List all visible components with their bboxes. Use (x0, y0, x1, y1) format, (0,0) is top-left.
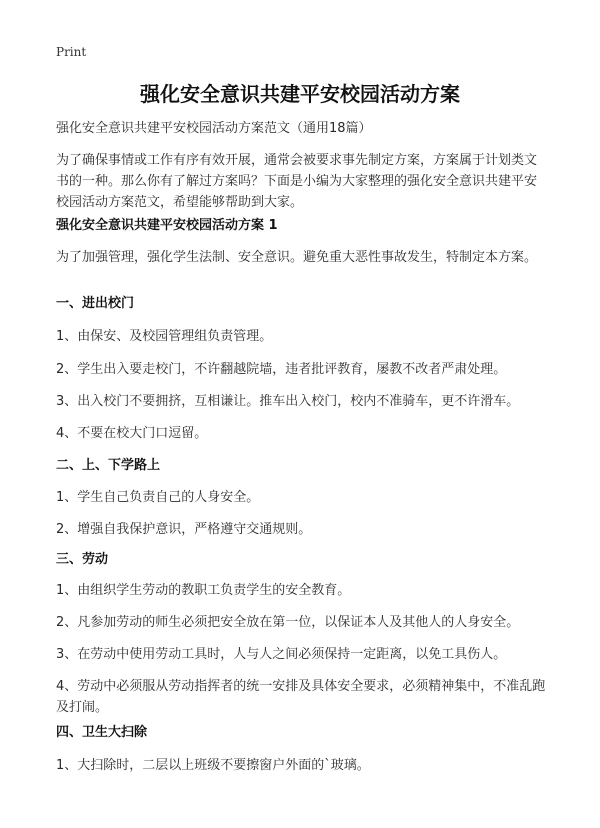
plan1-heading: 强化安全意识共建平安校园活动方案 1 (56, 218, 278, 233)
section-heading-labor: 三、劳动 (56, 552, 109, 567)
list-item: 1、大扫除时，二层以上班级不要擦窗户外面的`玻璃。 (56, 758, 370, 773)
list-item: 2、凡参加劳动的师生必须把安全放在第一位，以保证本人及其他人的人身安全。 (56, 615, 520, 630)
section-heading-cleaning: 四、卫生大扫除 (56, 725, 148, 740)
list-item: 3、出入校门不要拥挤，互相谦让。推车出入校门，校内不准骑车，更不许滑车。 (56, 394, 520, 409)
section-heading-entry: 一、进出校门 (56, 296, 135, 311)
list-item: 4、劳动中必须服从劳动指挥者的统一安排及具体安全要求，必须精神集中，不准乱跑及打闹。 (56, 679, 546, 715)
section-heading-commute: 二、上、下学路上 (56, 458, 161, 473)
plan1-intro: 为了加强管理，强化学生法制、安全意识。避免重大恶性事故发生，特制定本方案。 (56, 250, 538, 265)
page-title: 强化安全意识共建平安校园活动方案 (140, 82, 460, 106)
print-label[interactable]: Print (56, 45, 87, 59)
list-item: 2、增强自我保护意识，严格遵守交通规则。 (56, 522, 312, 537)
list-item: 1、由保安、及校园管理组负责管理。 (56, 329, 273, 344)
subtitle: 强化安全意识共建平安校园活动方案范文（通用18篇） (56, 121, 372, 136)
list-item: 4、不要在校大门口逗留。 (56, 426, 208, 441)
list-item: 3、在劳动中使用劳动工具时，人与人之间必须保持一定距离，以免工具伤人。 (56, 647, 507, 662)
intro-paragraph: 为了确保事情或工作有序有效开展，通常会被要求事先制定方案，方案属于计划类文书的一种。那么你有了解过方案吗？下面是小编为大家整理的强化安全意识共建平安校园活动方案范文，希望能够帮助到大家。 (56, 153, 538, 210)
list-item: 1、学生自己负责自己的人身安全。 (56, 490, 260, 505)
list-item: 2、学生出入要走校门，不许翻越院墙，违者批评教育，屡教不改者严肃处理。 (56, 362, 507, 377)
list-item: 1、由组织学生劳动的教职工负责学生的安全教育。 (56, 583, 351, 598)
